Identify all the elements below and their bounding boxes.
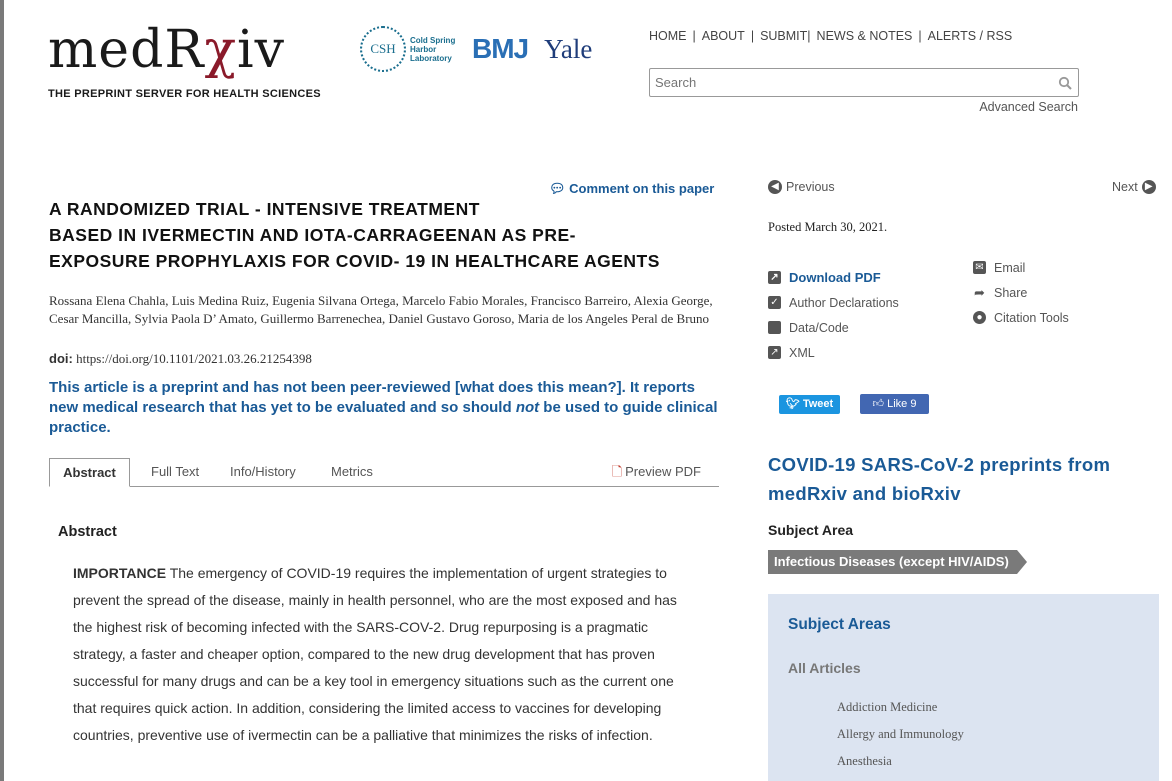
share-link[interactable]: ➦ Share bbox=[974, 285, 1028, 300]
article-tools-right bbox=[973, 255, 1069, 330]
nav-separator: | bbox=[750, 29, 755, 43]
subject-area-list bbox=[837, 700, 964, 781]
tag-arrow bbox=[1017, 550, 1027, 574]
citation-icon: ● bbox=[973, 311, 986, 324]
subject-area-item[interactable]: Addiction Medicine bbox=[837, 700, 938, 714]
thumbs-up-icon: 👍︎ bbox=[872, 398, 885, 410]
document-icon bbox=[768, 321, 781, 334]
title-line: A RANDOMIZED TRIAL - INTENSIVE TREATMENT bbox=[49, 199, 480, 219]
covid-collection-link[interactable]: COVID-19 SARS-CoV-2 preprints from medRxiv and bioRxiv bbox=[768, 454, 1111, 504]
article-tabs bbox=[49, 458, 719, 487]
article-tools-left bbox=[768, 265, 899, 365]
author-list[interactable]: Rossana Elena Chahla, Luis Medina Ruiz, Eugenia Silvana Ortega, Marcelo Fabio Morales, Francisco Barreiro, Alexia George, Cesar Mancilla, Sylvia Paola D’ Amato, Guillermo Barrenechea, Daniel Gustavo Goroso, Maria de los Angeles Peral de Bruno bbox=[49, 293, 713, 326]
tab-abstract[interactable]: Abstract bbox=[49, 458, 130, 487]
pdf-icon: 🗋︎ bbox=[611, 464, 623, 479]
subject-areas-panel bbox=[768, 594, 1159, 781]
download-icon: ↗ bbox=[768, 271, 781, 284]
partner-logos bbox=[360, 26, 592, 72]
csh-seal-icon: CSH bbox=[360, 26, 406, 72]
csh-name: Cold Spring Harbor Laboratory bbox=[410, 35, 456, 63]
arrow-left-icon: ◀ bbox=[768, 180, 782, 194]
subject-tag[interactable]: Infectious Diseases (except HIV/AIDS) bbox=[768, 550, 1027, 574]
next-link[interactable]: Next ▶ bbox=[1112, 180, 1156, 194]
site-logo[interactable] bbox=[48, 22, 321, 100]
nav-news-notes[interactable]: NEWS & NOTES bbox=[816, 29, 913, 43]
data-code-link[interactable]: Data/Code bbox=[768, 315, 899, 340]
posted-date: Posted March 30, 2021. bbox=[768, 220, 888, 234]
nav-alerts-rss[interactable]: ALERTS / RSS bbox=[927, 29, 1013, 43]
nav-separator: | bbox=[692, 29, 696, 43]
arrow-right-icon: ▶ bbox=[1142, 180, 1156, 194]
window-edge bbox=[0, 0, 4, 781]
checkbox-icon: ✓ bbox=[768, 296, 781, 309]
subject-area-item[interactable]: Anesthesia bbox=[837, 754, 892, 768]
doi-line bbox=[49, 351, 312, 367]
citation-tools-link[interactable]: ● Citation Tools bbox=[973, 305, 1069, 330]
yale-logo[interactable]: Yale bbox=[544, 33, 593, 64]
abstract-text: IMPORTANCE The emergency of COVID-19 requires the implementation of urgent strategies to prevent the spread of the disease, mainly in health personnel, who are the most exposed and has the highest risk of becoming infected with the SARS-COV-2. Drug repurposing is a pragmatic strategy, a faster and cheaper option, compared to the new drug development that has proven successful for many drugs and can be a key tool in emergency situations such as the current one that requires quick action. In addition, considering the limited access to vaccines for developing countries, preventive use of ivermectin can be a palliative that minimizes the risks of infection. bbox=[73, 565, 677, 743]
xml-link[interactable]: ↗ XML bbox=[768, 340, 899, 365]
tweet-button[interactable]: 🐦︎ Tweet bbox=[779, 395, 840, 414]
abstract-heading: Abstract bbox=[58, 524, 117, 540]
preprint-notice: This article is a preprint and has not been peer-reviewed [what does this mean?]. It reports new medical research that has yet to be evaluated and so should not be used to guide clinical practice. bbox=[49, 379, 718, 436]
logo-wordmark: medRχiv bbox=[48, 20, 286, 80]
nav-submit[interactable]: SUBMIT bbox=[760, 29, 808, 43]
search-icon[interactable] bbox=[1058, 76, 1072, 90]
title-line: EXPOSURE PROPHYLAXIS FOR COVID- 19 IN HEALTHCARE AGENTS bbox=[49, 251, 660, 271]
nav-separator: | bbox=[918, 29, 922, 43]
nav-separator: | bbox=[807, 29, 811, 43]
xml-icon: ↗ bbox=[768, 346, 781, 359]
search-input[interactable] bbox=[650, 69, 1045, 96]
nav-home[interactable]: HOME bbox=[649, 29, 687, 43]
tab-metrics[interactable]: Metrics bbox=[331, 464, 373, 479]
download-pdf-link[interactable]: ↗ Download PDF bbox=[768, 265, 899, 290]
facebook-like-button[interactable]: 👍︎ Like 9 bbox=[860, 394, 929, 414]
subject-areas-title: Subject Areas bbox=[788, 616, 891, 633]
doi-link[interactable]: https://doi.org/10.1101/2021.03.26.21254398 bbox=[76, 351, 312, 366]
share-icon: ➦ bbox=[974, 285, 985, 300]
email-link[interactable]: ✉ Email bbox=[973, 255, 1069, 280]
author-declarations-link[interactable]: ✓ Author Declarations bbox=[768, 290, 899, 315]
search-box bbox=[649, 68, 1079, 97]
top-nav bbox=[649, 29, 1012, 43]
email-icon: ✉ bbox=[973, 261, 986, 274]
nav-about[interactable]: ABOUT bbox=[701, 29, 745, 43]
previous-link[interactable]: ◀ Previous bbox=[768, 180, 835, 194]
all-articles-link[interactable]: All Articles bbox=[788, 660, 861, 676]
article-title bbox=[49, 196, 719, 274]
bmj-logo[interactable]: BMJ bbox=[472, 33, 529, 64]
logo-tagline: THE PREPRINT SERVER FOR HEALTH SCIENCES bbox=[48, 88, 321, 100]
preview-pdf-link[interactable]: 🗋︎ Preview PDF bbox=[611, 464, 701, 479]
comment-icon: 💬︎ bbox=[549, 181, 570, 196]
subject-area-label: Subject Area bbox=[768, 522, 854, 538]
csh-logo[interactable] bbox=[360, 26, 460, 72]
tab-info-history[interactable]: Info/History bbox=[230, 464, 296, 479]
tab-full-text[interactable]: Full Text bbox=[151, 464, 200, 479]
title-line: BASED IN IVERMECTIN AND IOTA-CARRAGEENAN AS PRE- bbox=[49, 225, 576, 245]
subject-area-item[interactable]: Allergy and Immunology bbox=[837, 727, 964, 741]
twitter-icon: 🐦︎ bbox=[785, 398, 800, 410]
comment-link[interactable]: 💬︎ Comment on this paper bbox=[549, 181, 715, 196]
abstract-lead: IMPORTANCE bbox=[73, 565, 167, 581]
doi-label: doi: bbox=[49, 351, 73, 366]
advanced-search-link[interactable]: Advanced Search bbox=[979, 100, 1078, 114]
